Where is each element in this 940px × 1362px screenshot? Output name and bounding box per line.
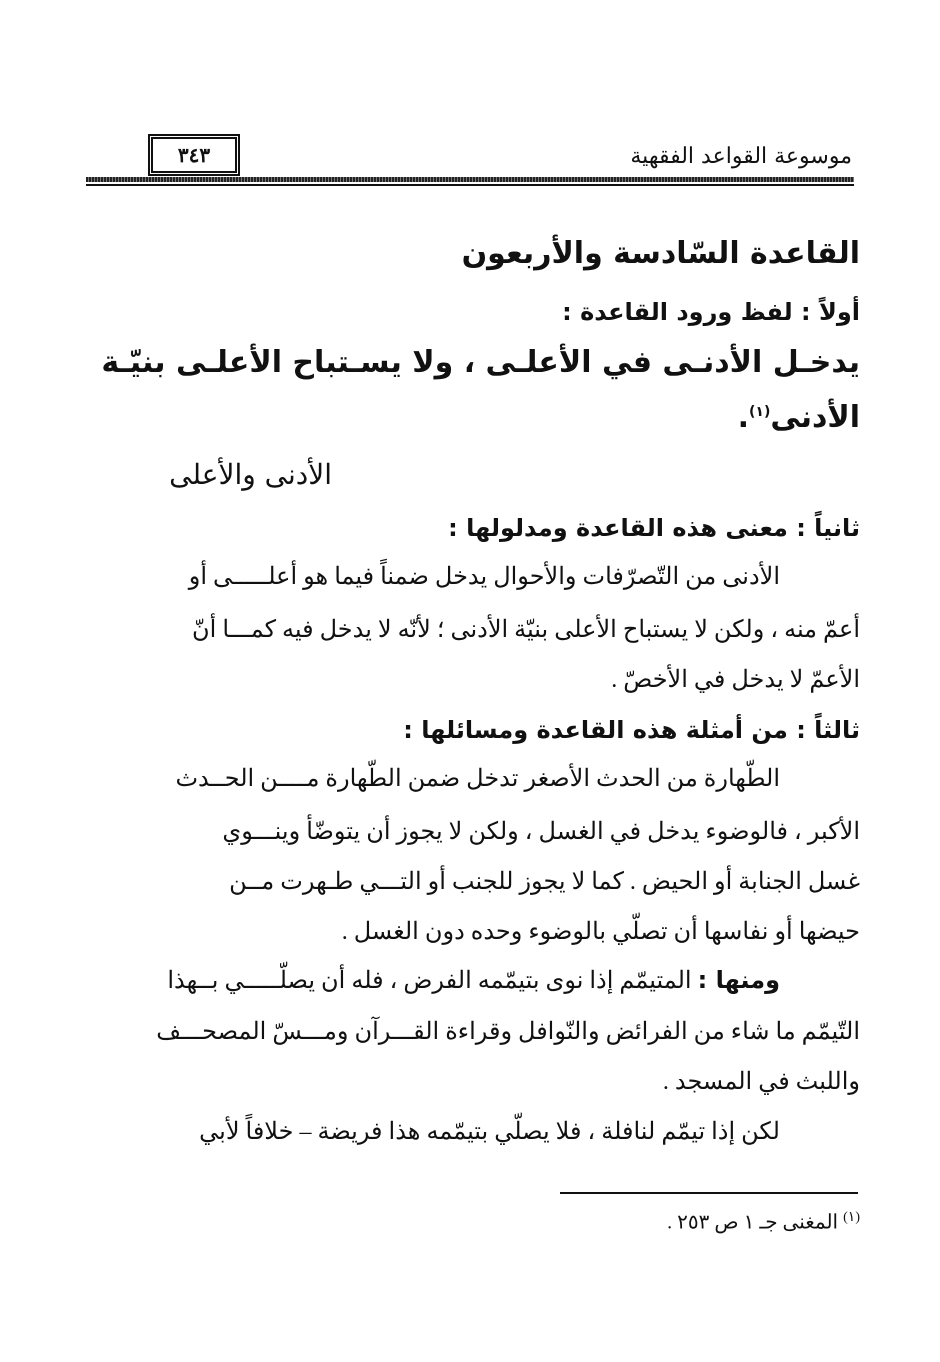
paragraph-line [167,966,780,996]
footnote-text: المغنى جـ ١ ص ٢٥٣ . [667,1211,839,1234]
section-heading-wording: أولاً : لفظ ورود القاعدة : [562,298,860,326]
paragraph-line: التّيمّم ما شاء من الفرائض والنّوافل وقراءة القـــرآن ومـــسّ المصحـــف [156,1019,860,1045]
paragraph-line: الطّهارة من الحدث الأصغر تدخل ضمن الطّهارة مــــن الحــدث [175,766,780,792]
paragraph-line: الأعمّ لا يدخل في الأخصّ . [611,667,860,693]
paragraph-line: حيضها أو نفاسها أن تصلّي بالوضوء وحده دون الغسل . [341,919,860,945]
rule-statement-end-word: الأدنى [770,400,860,435]
header-rule-thick [86,177,854,182]
paragraph-line: الأدنى من التّصرّفات والأحوال يدخل ضمناً فيما هو أعلـــــى أو [188,564,780,590]
footnote [667,1209,860,1235]
paragraph-line: واللبث في المسجد . [662,1069,860,1095]
book-title: موسوعة القواعد الفقهية [630,144,852,169]
paragraph-line: أعمّ منه ، ولكن لا يستباح الأعلى بنيّة الأدنى ؛ لأنّه لا يدخل فيه كمـــا أنّ [192,617,860,643]
rule-statement-line-1: يدخـل الأدنـى في الأعلـى ، ولا يسـتباح الأعلـى بنيّـة [101,345,860,380]
footnote-marker: (١) [843,1210,860,1225]
paragraph-line: الأكبر ، فالوضوء يدخل في الغسل ، ولكن لا يجوز أن يتوضّأ وينـــوي [222,819,860,845]
footnote-separator [560,1192,858,1194]
paragraph-line: لكن إذا تيمّم لنافلة ، فلا يصلّي بتيمّمه هذا فريضة – خلافاً لأبي [199,1119,780,1145]
section-heading-meaning: ثانياً : معنى هذه القاعدة ومدلولها : [448,514,860,542]
example-text: المتيمّم إذا نوى بتيمّمه الفرض ، فله أن يصلّـــــي بــهذا [167,968,692,994]
paragraph-line: غسل الجنابة أو الحيض . كما لا يجوز للجنب أو التـــي طـهرت مــن [229,869,860,895]
example-lead-word: ومنها : [697,966,780,994]
rule-title: القاعدة السّادسة والأربعون [461,236,860,271]
section-heading-examples: ثالثاً : من أمثلة هذه القاعدة ومسائلها : [403,716,860,744]
footnote-reference[interactable]: (١) [749,404,771,420]
running-header [86,134,854,186]
rule-statement-period: . [737,400,749,435]
rule-short-form: الأدنى والأعلى [169,458,332,491]
header-rule-thin [86,184,854,186]
page-number: ٣٤٣ [148,134,240,176]
rule-statement-line-2 [738,400,860,436]
